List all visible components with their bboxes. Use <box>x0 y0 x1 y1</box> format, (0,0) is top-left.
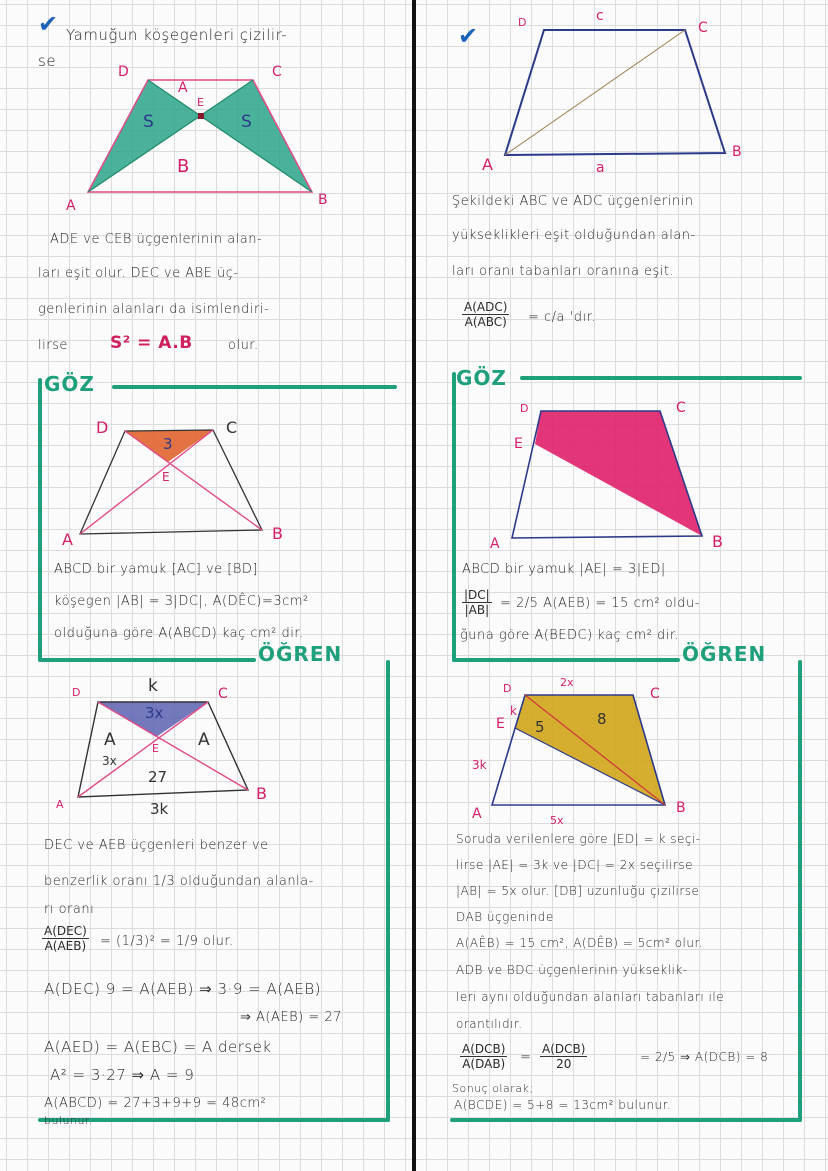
trapezoid-abc-adc-diagram <box>505 30 725 155</box>
top-base-label: k <box>148 676 158 696</box>
fraction-result: = (1/3)² = 1/9 olur. <box>100 934 234 949</box>
solution-line: leri aynı olduğundan alanları tabanları ile <box>456 990 725 1004</box>
formula-end: olur. <box>228 338 259 353</box>
segment-k-label: k <box>510 704 517 718</box>
area-3x-label: 3x <box>145 704 164 722</box>
vertex-b-label: B <box>318 192 328 208</box>
vertex-d-label: D <box>72 686 81 699</box>
box-top-line <box>112 385 397 389</box>
question-line: olduğuna göre A(ABCD) kaç cm² dir. <box>54 626 304 641</box>
step-line: A(AED) = A(EBC) = A dersek <box>44 1038 272 1056</box>
point-e-label: E <box>514 436 523 452</box>
fraction-denominator: A(DAB) <box>462 1057 506 1071</box>
fraction-result: = 2/5 ⇒ A(DCB) = 8 <box>640 1050 769 1064</box>
bottom-base-label: a <box>596 160 605 176</box>
intro-text-line: ADE ve CEB üçgenlerinin alan- <box>50 232 263 247</box>
intro-text-line: ları oranı tabanları oranına eşit. <box>452 264 675 279</box>
area-ratio-fraction-2 <box>540 1042 587 1071</box>
box-bottom-line <box>450 1118 802 1122</box>
ogren-header: ÖĞREN <box>258 642 343 666</box>
vertex-c-label: C <box>226 418 238 437</box>
fraction-numerator: A(ADC) <box>464 300 508 314</box>
step-line: ⇒ A(AEB) = 27 <box>240 1010 342 1025</box>
intro-text-line: lirse <box>38 338 68 353</box>
area-a-label: A <box>178 80 188 96</box>
solution-line: orantılıdır. <box>456 1017 523 1031</box>
vertex-c-label: C <box>272 64 282 80</box>
vertex-b-label: B <box>256 784 267 803</box>
area-s-right-label: S <box>241 112 252 132</box>
fraction-denominator: |AB| <box>464 603 490 617</box>
vertex-b-label: B <box>732 144 742 160</box>
bottom-base-label: 3k <box>150 800 169 818</box>
vertex-a-label: A <box>56 798 64 811</box>
step-line: A(DEC) 9 = A(AEB) ⇒ 3·9 = A(AEB) <box>44 980 321 998</box>
box-right-line <box>386 660 390 1122</box>
vertex-d-label: D <box>118 64 129 80</box>
fraction-numerator: A(DEC) <box>44 924 87 938</box>
fraction-result: = c/a 'dır. <box>528 310 596 325</box>
point-e-label: E <box>197 96 204 109</box>
solution-line: benzerlik oranı 1/3 olduğundan alanla- <box>44 874 314 889</box>
vertex-a-label: A <box>62 530 73 549</box>
area-27-label: 27 <box>148 768 168 786</box>
box-left-line <box>452 372 456 662</box>
vertex-d-label: D <box>503 682 512 695</box>
goz-right-diagram <box>512 411 702 538</box>
conclusion-line: Sonuç olarak; <box>452 1082 534 1095</box>
fraction-numerator: A(DCB) <box>542 1042 586 1056</box>
question-line: ABCD bir yamuk |AE| = 3|ED| <box>462 562 666 577</box>
solution-line: DAB üçgeninde <box>456 910 554 924</box>
area-s-left-label: S <box>143 112 154 132</box>
solution-line: |AB| = 5x olur. [DB] uzunluğu çizilirse <box>456 884 700 898</box>
area-8-label: 8 <box>597 710 607 728</box>
point-e-label: E <box>496 716 505 732</box>
ogren-header: ÖĞREN <box>682 642 767 666</box>
vertex-a-label: A <box>472 806 482 822</box>
vertex-c-label: C <box>698 20 708 36</box>
vertex-a-label: A <box>66 198 76 214</box>
top-base-label: c <box>596 8 604 24</box>
fraction-numerator: A(DCB) <box>462 1042 506 1056</box>
box-mid-line <box>38 658 256 662</box>
vertex-a-label: A <box>490 536 500 552</box>
solution-line: Soruda verilenlere göre |ED| = k seçi- <box>456 832 701 846</box>
vertex-d-label: D <box>518 16 527 29</box>
area-ratio-fraction <box>462 300 509 329</box>
equals-sign: = <box>520 1050 532 1065</box>
segment-3k-label: 3k <box>472 758 487 772</box>
box-mid-line <box>452 658 680 662</box>
solution-line: ADB ve BDC üçgenlerinin yükseklik- <box>456 963 688 977</box>
intro-text-line: yükseklikleri eşit olduğundan alan- <box>452 228 696 243</box>
box-left-line <box>38 378 42 662</box>
solution-line: rı oranı <box>44 902 95 917</box>
question-line: köşegen |AB| = 3|DC|, A(DÊC)=3cm² <box>54 594 309 609</box>
step-line: bulunur. <box>44 1114 93 1127</box>
area-3-label: 3 <box>163 435 173 453</box>
area-a-right-label: A <box>198 730 210 750</box>
fraction-denominator: 20 <box>556 1057 572 1071</box>
intro-text-line: ları eşit olur. DEC ve ABE üç- <box>38 266 239 281</box>
area-ratio-fraction <box>460 1042 507 1071</box>
solution-line: lirse |AE| = 3k ve |DC| = 2x seçilirse <box>456 858 694 872</box>
box-right-line <box>798 660 802 1122</box>
intro-text-line: Şekildeki ABC ve ADC üçgenlerinin <box>452 194 694 209</box>
vertex-b-label: B <box>272 524 283 543</box>
intro-title-line: Yamuğun köşegenleri çizilir- <box>66 26 288 44</box>
question-line: ABCD bir yamuk [AC] ve [BD] <box>54 562 258 577</box>
vertex-c-label: C <box>650 686 660 702</box>
question-line: ğuna göre A(BEDC) kaç cm² dir. <box>460 628 680 643</box>
check-icon: ✔ <box>458 22 479 50</box>
area-b-label: B <box>177 156 190 177</box>
goz-header: GÖZ <box>456 366 507 390</box>
box-top-line <box>520 376 802 380</box>
top-base-label: 2x <box>560 676 574 689</box>
fraction-denominator: A(ABC) <box>464 315 507 329</box>
point-e-label: E <box>152 742 159 755</box>
step-line: A(ABCD) = 27+3+9+9 = 48cm² <box>44 1096 267 1111</box>
fraction-denominator: A(AEB) <box>44 939 87 953</box>
area-ratio-fraction <box>42 924 89 953</box>
vertex-d-label: D <box>520 402 529 415</box>
goz-header: GÖZ <box>44 372 95 396</box>
bottom-base-label: 5x <box>550 814 564 827</box>
solution-line: A(AÊB) = 15 cm², A(DÊB) = 5cm² olur. <box>456 936 704 950</box>
area-formula: S² = A.B <box>110 333 193 353</box>
intro-title-line: se <box>38 52 57 70</box>
intro-text-line: genlerinin alanları da isimlendiri- <box>38 302 270 317</box>
vertex-c-label: C <box>676 400 686 416</box>
vertex-b-label: B <box>712 532 723 551</box>
ratio-fraction <box>462 588 492 617</box>
point-e-label: E <box>162 470 170 484</box>
vertex-d-label: D <box>96 418 109 437</box>
fraction-numerator: |DC| <box>464 588 490 602</box>
ogren-right-diagram <box>492 695 665 805</box>
solution-line: DEC ve AEB üçgenleri benzer ve <box>44 838 269 853</box>
step-line: A² = 3·27 ⇒ A = 9 <box>50 1066 195 1084</box>
question-line: = 2/5 A(AEB) = 15 cm² oldu- <box>500 596 700 611</box>
check-icon: ✔ <box>38 10 59 38</box>
conclusion-line: A(BCDE) = 5+8 = 13cm² bulunur. <box>454 1098 672 1112</box>
area-5-label: 5 <box>535 718 545 736</box>
segment-3x-label: 3x <box>102 754 117 768</box>
vertex-c-label: C <box>218 686 228 702</box>
area-a-left-label: A <box>104 730 116 750</box>
vertex-b-label: B <box>676 800 686 816</box>
vertex-a-label: A <box>482 155 493 174</box>
